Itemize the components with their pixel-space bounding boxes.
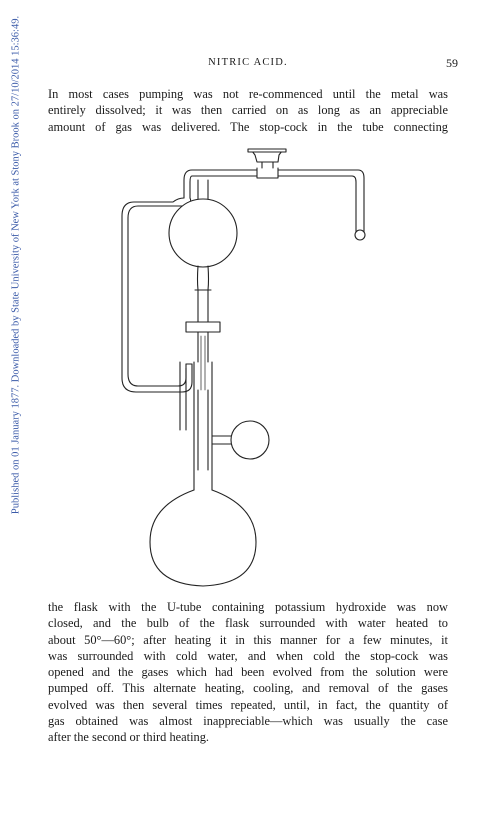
flask-neck	[194, 440, 212, 490]
paragraph-top	[48, 86, 448, 135]
text-line: closed, and the bulb of the flask surrounded with water heated to	[48, 616, 448, 631]
upper-bulb	[169, 180, 237, 267]
text-line: opened and the gases which had been evolved from the solution were	[48, 665, 448, 680]
paragraph-bottom	[48, 599, 448, 746]
text-line: the flask with the U-tube containing potassium hydroxide was now	[48, 600, 448, 614]
upper-tube	[122, 170, 192, 378]
u-tube	[122, 364, 192, 392]
stop-cock	[248, 149, 286, 168]
top-tube	[192, 168, 358, 178]
side-bulb	[212, 421, 269, 459]
text-line: pumped off. This alternate heating, cooling, and removal of the gases	[48, 681, 448, 696]
margin-note-text: Published on 01 January 1877. Downloaded by State University of New York at Stony Brook on 27/10/2014 15:36:49.	[10, 15, 22, 515]
text-line: gas obtained was almost inappreciable—which was usually the case	[48, 714, 448, 729]
text-line: entirely dissolved; it was then carried on as long as an appreciable	[48, 103, 448, 118]
apparatus-figure	[100, 140, 380, 590]
margin-note	[0, 0, 30, 815]
text-line: after the second or third heating.	[48, 730, 210, 745]
page-title: NITRIC ACID.	[208, 57, 288, 68]
page-number: 59	[446, 56, 458, 70]
inner-tubes	[180, 362, 212, 470]
text-line: In most cases pumping was not re-commenced until the metal was	[48, 87, 448, 101]
text-line: evolved was then several times repeated, until, in fact, the quantity of	[48, 697, 448, 712]
middle-stem	[186, 266, 220, 390]
flask-bulb	[150, 490, 256, 586]
delivery-tube	[352, 170, 365, 240]
text-line: was surrounded with cold water, and when cold the stop-cock was	[48, 648, 448, 663]
text-line: about 50°—60°; after heating it in this manner for a few minutes, it	[48, 632, 448, 647]
text-line: amount of gas was delivered. The stop-cock in the tube connecting	[48, 119, 448, 134]
running-header	[48, 56, 458, 73]
apparatus-drawing	[100, 140, 380, 590]
